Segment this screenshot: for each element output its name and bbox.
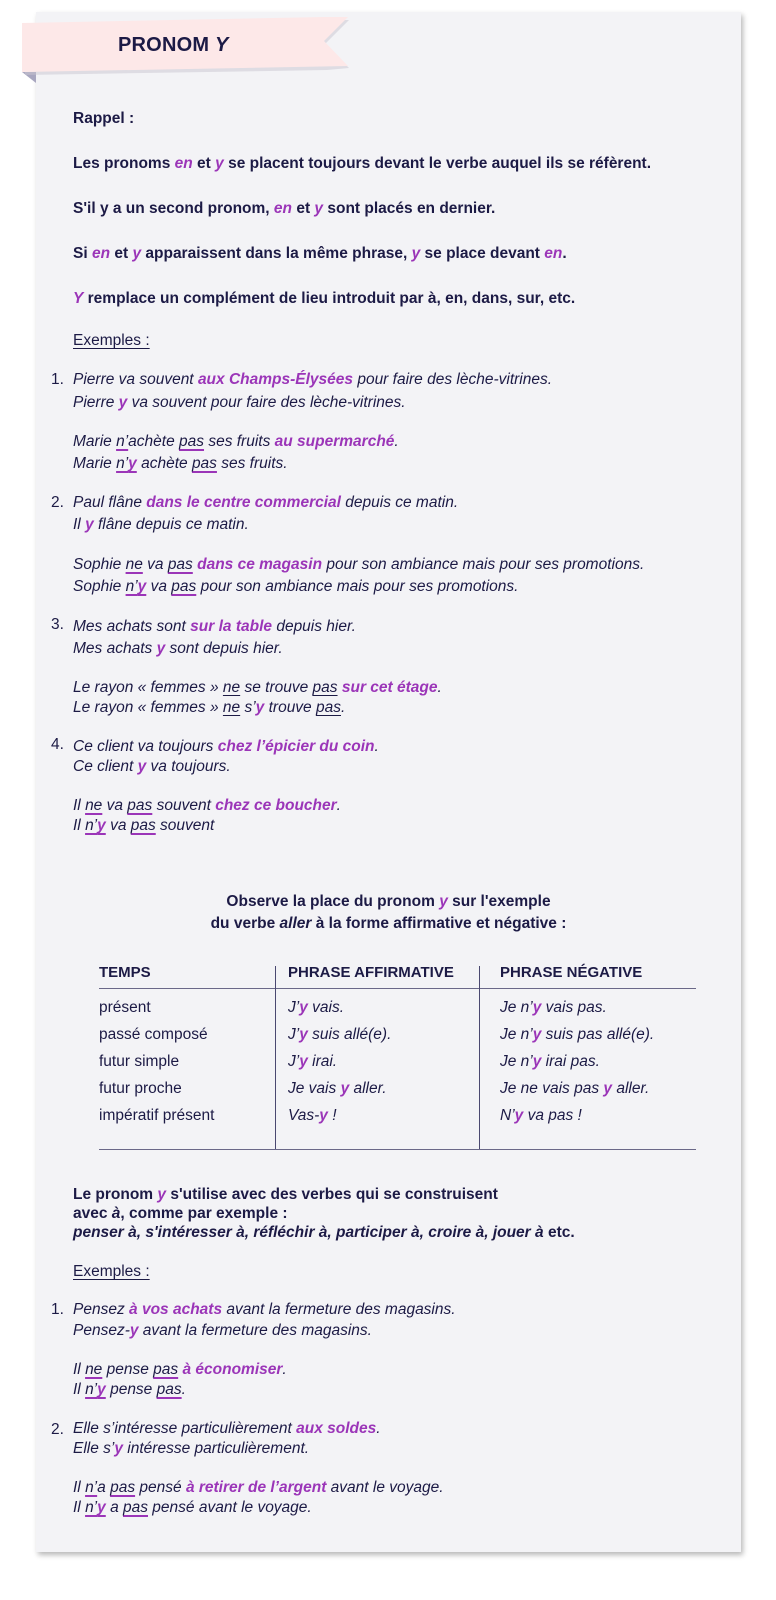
example-sentence: Le rayon « femmes » ne se trouve pas sur cet étage.	[73, 679, 442, 696]
example-sentence: Paul flâne dans le centre commercial depuis ce matin.	[73, 494, 459, 511]
usage-line-3: penser à, s'intéresser à, réfléchir à, participer à, croire à, jouer à etc.	[73, 1224, 575, 1241]
example-sentence: Ce client va toujours chez l’épicier du coin.	[73, 738, 379, 755]
example-sentence: Mes achats y sont depuis hier.	[73, 640, 283, 657]
rule-2: S'il y a un second pronom, en et y sont placés en dernier.	[73, 200, 496, 217]
rule-4: Y remplace un complément de lieu introduit par à, en, dans, sur, etc.	[73, 290, 576, 307]
example-sentence: Il ne pense pas à économiser.	[73, 1361, 287, 1378]
example-sentence: Il n’y va pas souvent	[73, 817, 215, 834]
examples-heading-2: Exemples :	[73, 1263, 150, 1280]
example-sentence: Elle s’intéresse particulièrement aux soldes.	[73, 1420, 381, 1437]
table-cell-temps: futur simple	[99, 1053, 180, 1070]
table-header-divider	[99, 988, 696, 989]
table-cell-affirmative: Vas-y !	[288, 1107, 337, 1124]
example-sentence: Pierre y va souvent pour faire des lèche-vitrines.	[73, 394, 406, 411]
table-cell-negative: Je ne vais pas y aller.	[500, 1080, 650, 1097]
example-sentence: Ce client y va toujours.	[73, 758, 231, 775]
example-sentence: Marie n’y achète pas ses fruits.	[73, 455, 288, 472]
table-cell-temps: futur proche	[99, 1080, 182, 1097]
example-sentence: Le rayon « femmes » ne s’y trouve pas.	[73, 699, 346, 716]
table-header-negative: PHRASE NÉGATIVE	[500, 964, 643, 981]
example-sentence: Pensez à vos achats avant la fermeture des magasins.	[73, 1301, 456, 1318]
table-cell-negative: Je n’y vais pas.	[500, 999, 607, 1016]
usage-line-1: Le pronom y s'utilise avec des verbes qui se construisent	[73, 1186, 498, 1203]
observe-line-2: du verbe aller à la forme affirmative et négative :	[210, 915, 567, 932]
table-cell-temps: présent	[99, 999, 151, 1016]
table-cell-affirmative: J’y vais.	[288, 999, 345, 1016]
column-divider	[479, 966, 480, 1149]
table-cell-affirmative: J’y irai.	[288, 1053, 338, 1070]
example-sentence: Il y flâne depuis ce matin.	[73, 516, 249, 533]
example-number: 2.	[51, 494, 64, 511]
example-sentence: Pierre va souvent aux Champs-Élysées pour faire des lèche-vitrines.	[73, 371, 553, 388]
example-number: 4.	[51, 736, 64, 753]
rappel-heading: Rappel :	[73, 110, 135, 127]
example-sentence: Il n’a pas pensé à retirer de l’argent avant le voyage.	[73, 1479, 444, 1496]
example-number: 2.	[51, 1421, 64, 1438]
table-header-affirmative: PHRASE AFFIRMATIVE	[288, 964, 454, 981]
table-cell-temps: passé composé	[99, 1026, 208, 1043]
table-cell-negative: Je n’y suis pas allé(e).	[500, 1026, 655, 1043]
examples-heading-1: Exemples :	[73, 332, 150, 349]
table-header-temps: TEMPS	[99, 964, 151, 981]
table-cell-negative: Je n’y irai pas.	[500, 1053, 600, 1070]
example-sentence: Il ne va pas souvent chez ce boucher.	[73, 797, 341, 814]
table-cell-affirmative: J’y suis allé(e).	[288, 1026, 392, 1043]
example-number: 1.	[51, 1301, 64, 1318]
table-cell-negative: N’y va pas !	[500, 1107, 582, 1124]
example-sentence: Pensez-y avant la fermeture des magasins.	[73, 1322, 372, 1339]
observe-line-1: Observe la place du pronom y sur l'exemple	[226, 893, 551, 910]
rule-3: Si en et y apparaissent dans la même phrase, y se place devant en.	[73, 245, 567, 262]
example-sentence: Il n’y a pas pensé avant le voyage.	[73, 1499, 312, 1516]
example-number: 1.	[51, 371, 64, 388]
example-sentence: Sophie n’y va pas pour son ambiance mais pour ses promotions.	[73, 578, 519, 595]
example-number: 3.	[51, 616, 64, 633]
title-ribbon	[22, 17, 348, 72]
table-bottom-divider	[99, 1149, 696, 1150]
example-sentence: Elle s’y intéresse particulièrement.	[73, 1440, 310, 1457]
example-sentence: Mes achats sont sur la table depuis hier.	[73, 618, 356, 635]
table-cell-temps: impératif présent	[99, 1107, 215, 1124]
rule-1: Les pronoms en et y se placent toujours devant le verbe auquel ils se réfèrent.	[73, 155, 652, 172]
example-sentence: Sophie ne va pas dans ce magasin pour son ambiance mais pour ses promotions.	[73, 556, 645, 573]
example-sentence: Il n’y pense pas.	[73, 1381, 186, 1398]
column-divider	[275, 966, 276, 1149]
example-sentence: Marie n’achète pas ses fruits au supermarché.	[73, 433, 399, 450]
table-cell-affirmative: Je vais y aller.	[288, 1080, 387, 1097]
conjugation-table	[99, 960, 696, 1151]
page-title: PRONOM Y	[118, 34, 229, 56]
usage-line-2: avec à, comme par exemple :	[73, 1205, 288, 1222]
